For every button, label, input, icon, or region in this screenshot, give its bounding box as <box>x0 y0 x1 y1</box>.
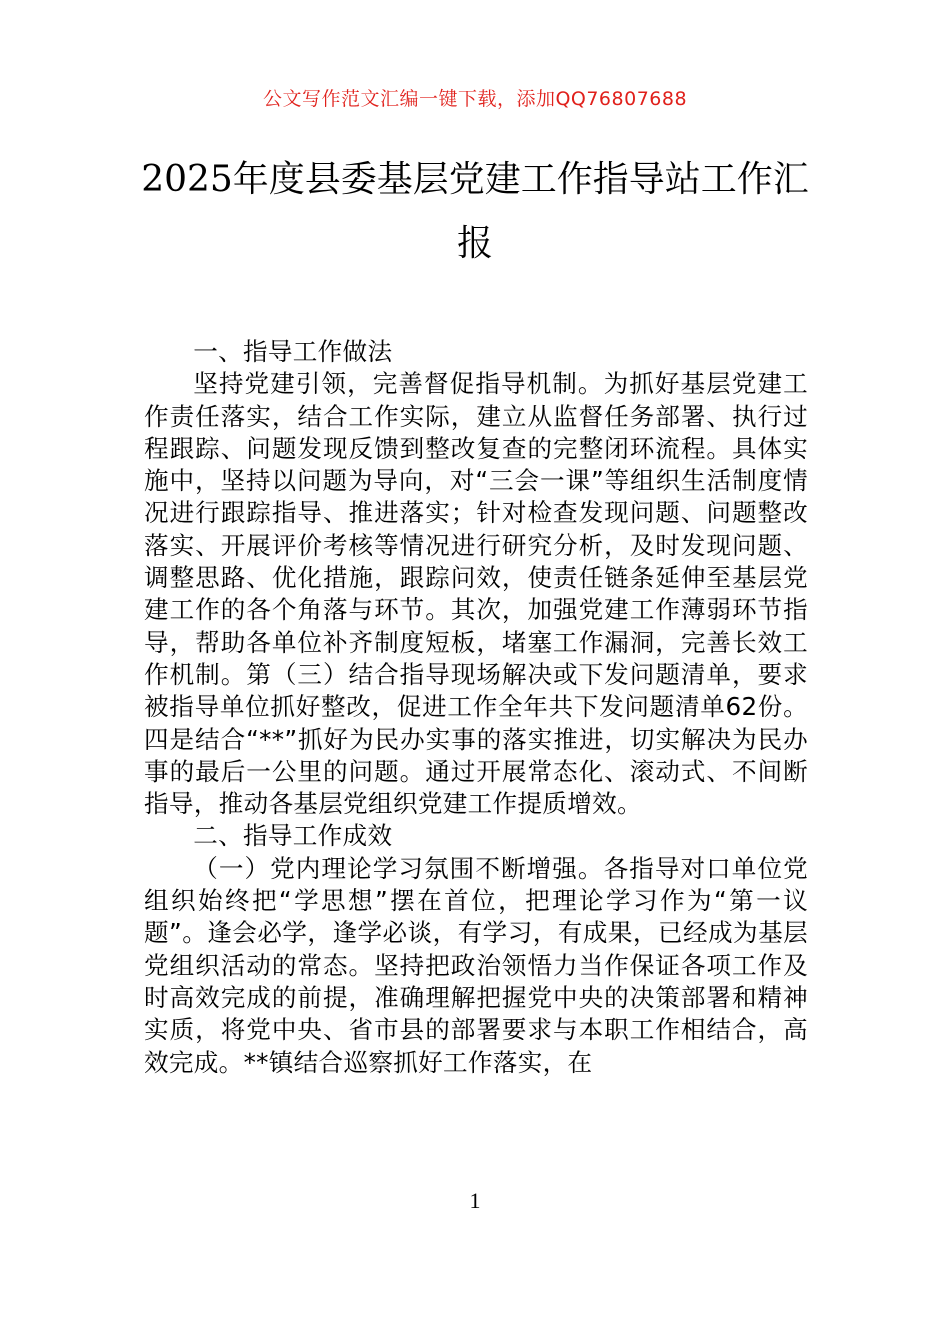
document-body <box>144 336 808 1079</box>
title-line-2: 报 <box>456 223 493 264</box>
title-line-1: 2025年度县委基层党建工作指导站工作汇 <box>141 159 809 200</box>
section-heading-1: 一、指导工作做法 <box>193 337 393 366</box>
paragraph-theory-study: （一）党内理论学习氛围不断增强。各指导对口单位党组织始终把“学思想”摆在首位，把理论学习作为“第一议题”。逢会必学，逢学必谈，有学习，有成果，已经成为基层党组织活动的常态。坚持把政治领悟力当作保证各项工作及时高效完成的前提，准确理解把握党中央的决策部署和精神实质，将党中央、省市县的部署要求与本职工作相结合，高效完成。**镇结合巡察抓好工作落实，在 <box>144 853 808 1077</box>
document-title <box>140 148 810 276</box>
paragraph-work-methods: 坚持党建引领，完善督促指导机制。为抓好基层党建工作责任落实，结合工作实际，建立从监督任务部署、执行过程跟踪、问题发现反馈到整改复查的完整闭环流程。具体实施中，坚持以问题为导向，对“三会一课”等组织生活制度情况进行跟踪指导、推进落实；针对检查发现问题、问题整改落实、开展评价考核等情况进行研究分析，及时发现问题、调整思路、优化措施，跟踪问效，使责任链条延伸至基层党建工作的各个角落与环节。其次，加强党建工作薄弱环节指导，帮助各单位补齐制度短板，堵塞工作漏洞，完善长效工作机制。第（三）结合指导现场解决或下发问题清单，要求被指导单位抓好整改，促进工作全年共下发问题清单62份。四是结合“**”抓好为民办实事的落实推进，切实解决为民办事的最后一公里的问题。通过开展常态化、滚动式、不间断指导，推动各基层党组织党建工作提质增效。 <box>144 369 808 819</box>
page-number: 1 <box>469 1188 481 1213</box>
section-heading-2: 二、指导工作成效 <box>193 821 393 851</box>
download-watermark: 公文写作范文汇编一键下载，添加QQ76807688 <box>262 88 688 110</box>
